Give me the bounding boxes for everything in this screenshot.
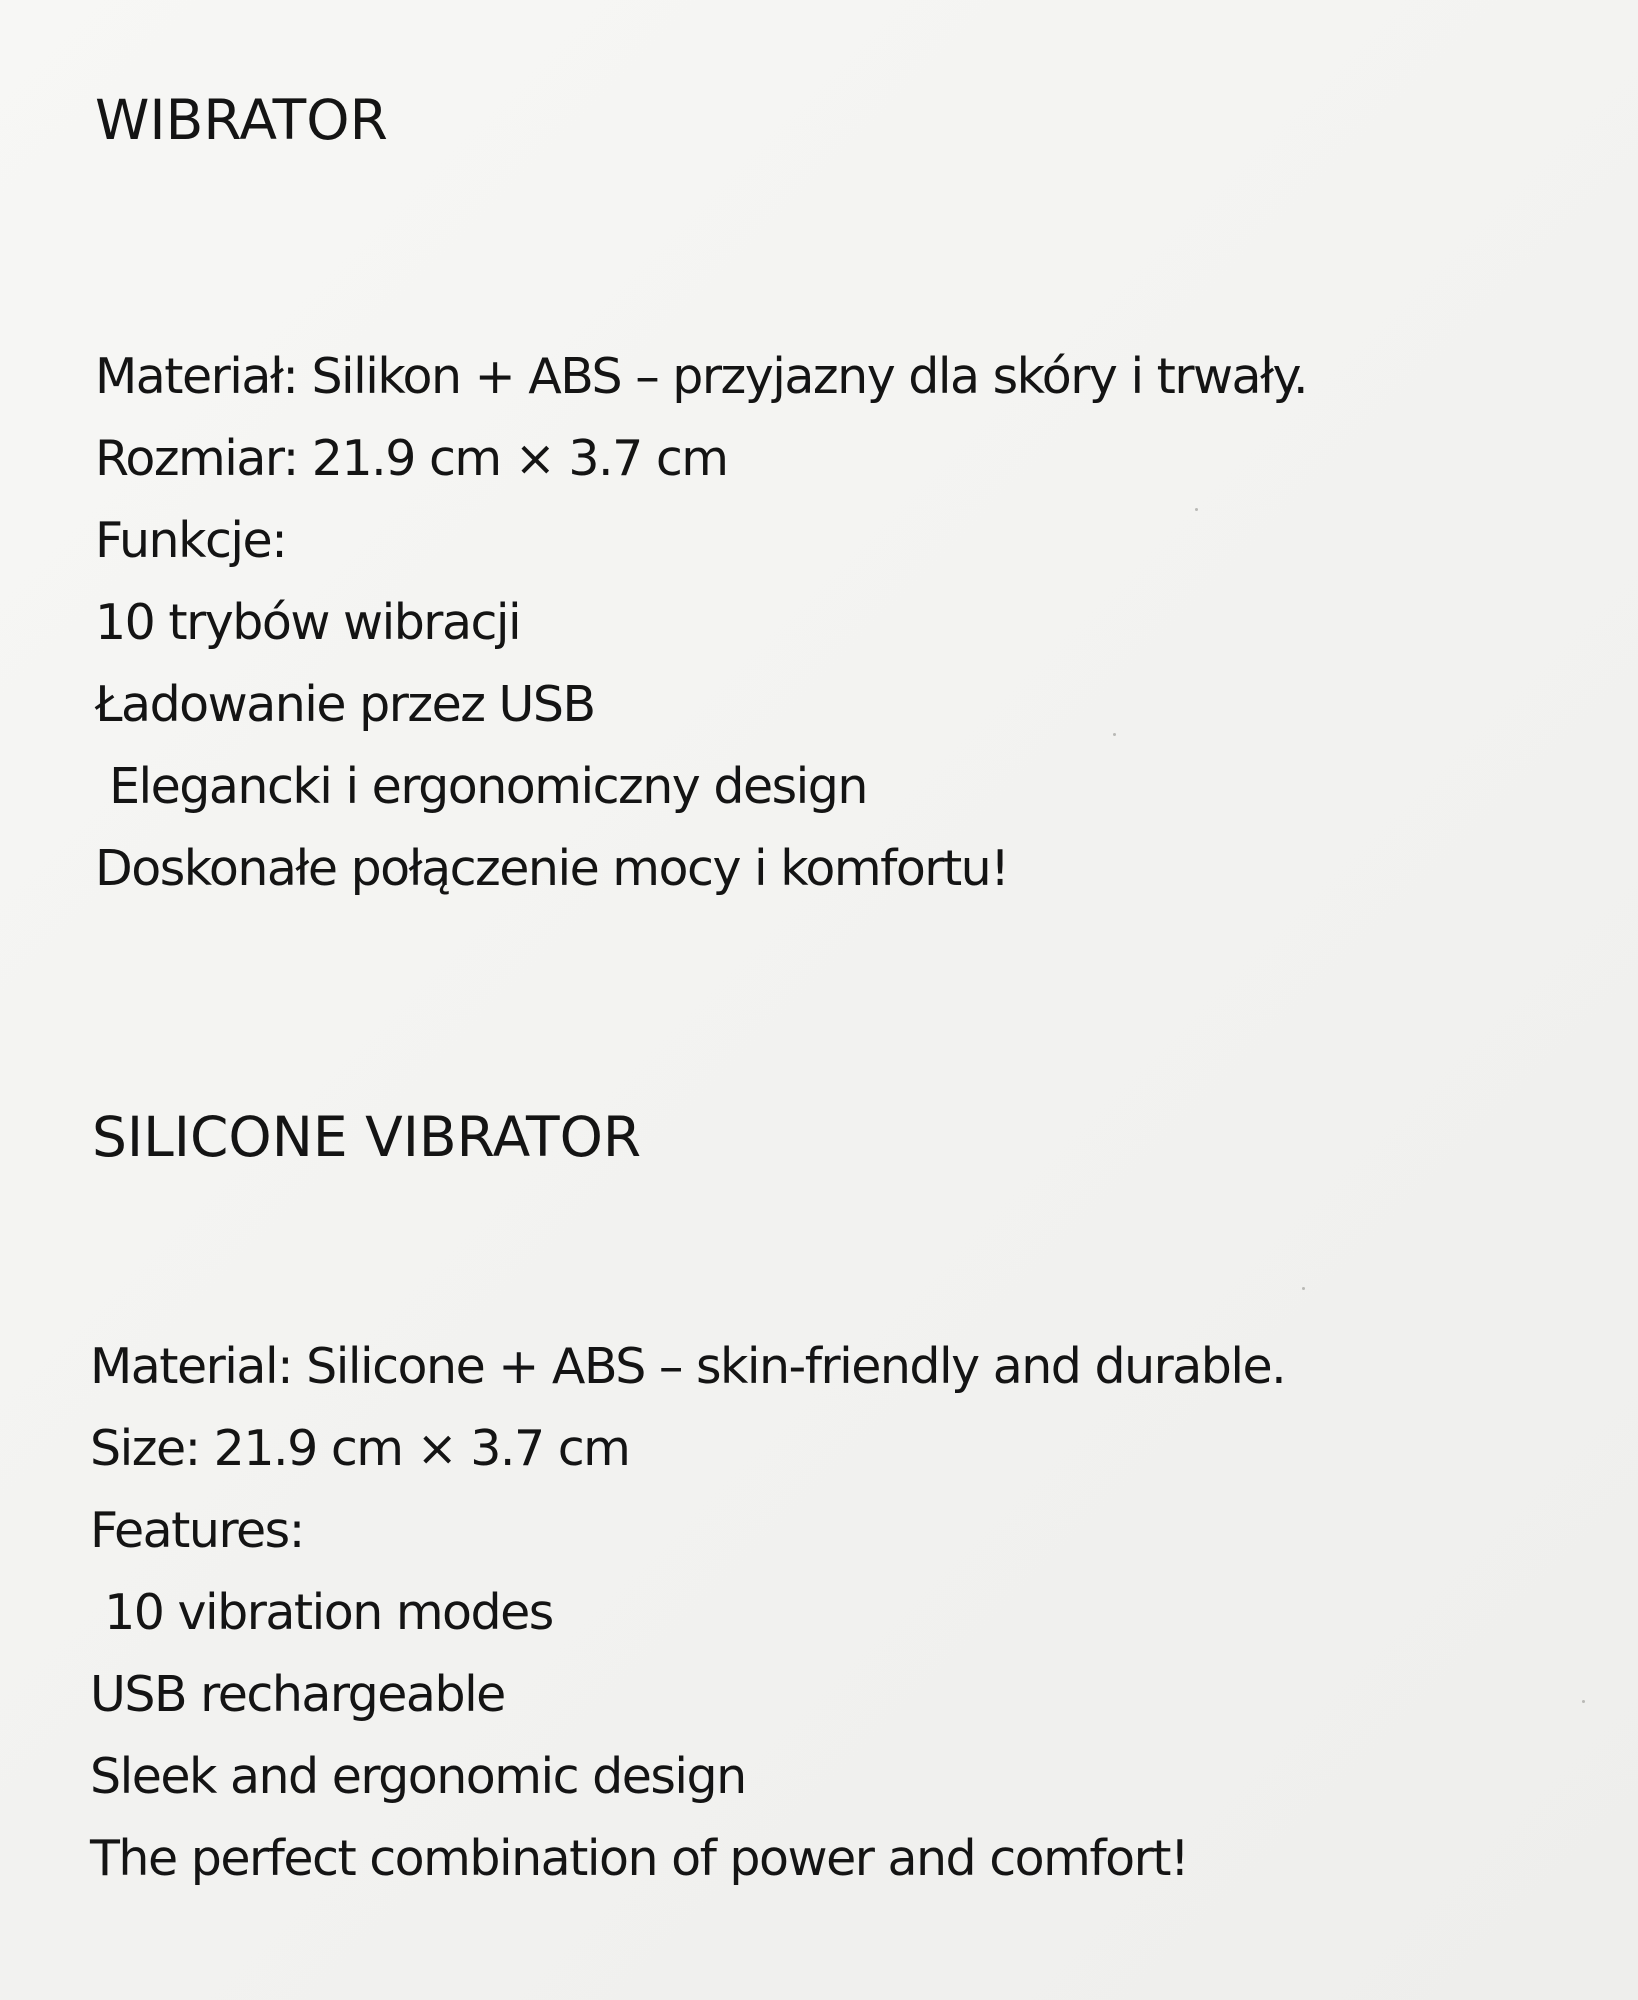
- polish-feature-design: Elegancki i ergonomiczny design: [95, 758, 867, 815]
- paper-speck: [1302, 1287, 1305, 1290]
- polish-features-label: Funkcje:: [95, 512, 287, 569]
- polish-heading: WIBRATOR: [95, 88, 388, 152]
- polish-feature-usb-charging: Ładowanie przez USB: [95, 676, 595, 733]
- english-spec-list: [90, 1326, 1285, 1900]
- english-feature-usb-charging: USB rechargeable: [90, 1666, 505, 1723]
- polish-size-line: Rozmiar: 21.9 cm × 3.7 cm: [95, 430, 728, 487]
- english-heading: SILICONE VIBRATOR: [92, 1105, 642, 1169]
- paper-speck: [1195, 508, 1198, 511]
- english-material-line: Material: Silicone + ABS – skin-friendly and durable.: [90, 1338, 1286, 1395]
- english-feature-design: Sleek and ergonomic design: [90, 1748, 746, 1805]
- polish-spec-list: [95, 336, 1307, 910]
- polish-material-line: Materiał: Silikon + ABS – przyjazny dla skóry i trwały.: [95, 348, 1308, 405]
- english-features-label: Features:: [90, 1502, 304, 1559]
- paper-speck: [1113, 733, 1116, 736]
- polish-feature-vibration-modes: 10 trybów wibracji: [95, 594, 521, 651]
- english-size-line: Size: 21.9 cm × 3.7 cm: [90, 1420, 630, 1477]
- english-feature-vibration-modes: 10 vibration modes: [90, 1584, 553, 1641]
- english-tagline: The perfect combination of power and comfort!: [90, 1830, 1189, 1887]
- paper-speck: [1582, 1700, 1585, 1703]
- polish-tagline: Doskonałe połączenie mocy i komfortu!: [95, 840, 1009, 897]
